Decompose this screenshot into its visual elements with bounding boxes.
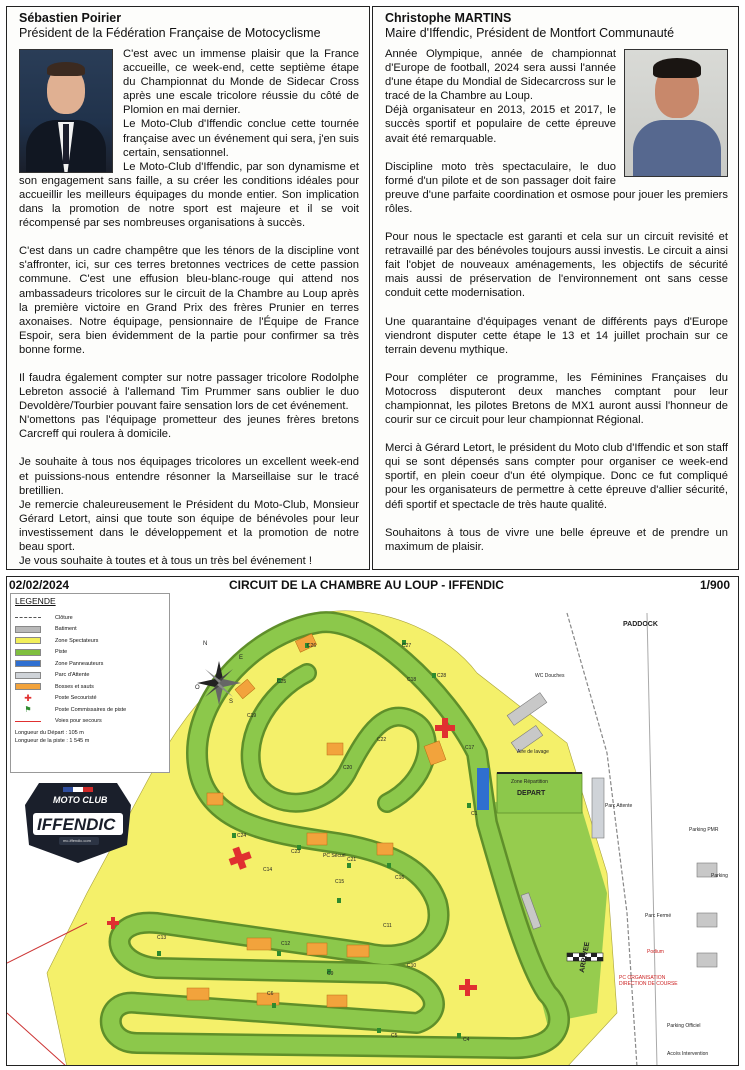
circuit-map bbox=[6, 576, 739, 1066]
post-label: C23 bbox=[291, 849, 301, 855]
legend-label: Poste Secouristé bbox=[55, 695, 97, 702]
map-scale: 1/900 bbox=[699, 578, 730, 592]
article-paragraph: Discipline moto très spectaculaire, le duo formé d'un pilote et de son passager doit faire preuve d'une parfaite coordination et osmose pour jouer les premiers rôles. bbox=[385, 160, 728, 215]
post-label: C21 bbox=[347, 857, 357, 863]
legend-label: Piste bbox=[55, 649, 68, 656]
zone-repartition-label: Zone Répartition bbox=[511, 779, 548, 785]
arrivee-label: ARRIVEE bbox=[579, 941, 592, 974]
article-paragraph: Déjà organisateur en 2013, 2015 et 2017, le succès sportif et populaire de cette épreuve avait été remarquable. bbox=[385, 104, 616, 145]
parc-attente-label: Parc Attente bbox=[605, 803, 633, 809]
article-paragraph: Pour compléter ce programme, les Féminines Françaises du Motocross disputeront deux manches comptant pour leur championnat, les pilotes Bretons de MX1 auront aussi l'honneur de courir sur ce circuit pour leur championnat Régional. bbox=[385, 371, 728, 427]
article-paragraph: Le Moto-Club d'Iffendic conclue cette tournée française avec un événement qui sera, j'en suis certain, sensationnel. bbox=[123, 118, 359, 159]
article-paragraph: N'omettons pas l'équipage prometteur des jeunes frères bretons Carcreff qui roulera à domicile. bbox=[19, 414, 359, 441]
post-label: C10 bbox=[407, 963, 417, 969]
legend-row bbox=[15, 670, 165, 682]
article-paragraph: Pour nous le spectacle est garanti et cela sur un circuit revisité et retravaillé par des bénévoles toujours aussi investis. Le circuit a ainsi fait l'objet de nouveaux aménagements, les objectifs de sécurité mais aussi de préservation de l'environnement ont sans cesse conduit cette modernisation. bbox=[385, 231, 728, 300]
post-label: C11 bbox=[383, 923, 392, 929]
legend-row bbox=[15, 612, 165, 624]
map-legend bbox=[10, 593, 170, 773]
pc-securite-label: PC Sécuri bbox=[323, 853, 346, 859]
article-paragraph: Il faudra également compter sur notre passager tricolore Rodolphe Lebreton associé à l'allemand Tim Prummer sans oublier le duo Devoldère/Tourbier pouvant faire sensation lors de cet événement. bbox=[19, 371, 359, 413]
compass-w-label: O bbox=[195, 685, 200, 691]
post-label: C18 bbox=[407, 677, 417, 683]
right-author-name: Christophe MARTINS bbox=[385, 11, 512, 25]
post-label: C12 bbox=[281, 941, 291, 947]
portrait-christophe-martins bbox=[624, 49, 728, 177]
post-label: C27 bbox=[402, 643, 412, 649]
map-title: CIRCUIT DE LA CHAMBRE AU LOUP - IFFENDIC bbox=[229, 578, 504, 592]
legend-label: Clôture bbox=[55, 614, 73, 621]
post-label: C6 bbox=[267, 991, 274, 997]
legend-label: Bosses et sauts bbox=[55, 683, 94, 690]
legend-swatch bbox=[15, 721, 41, 722]
article-paragraph: Merci à Gérard Letort, le président du Moto club d'Iffendic et son staff qui se sont dépensés sans compter pour organiser ce week-end sportif, en plein coeur d'un été olympique. Donc ce fut compliqué pour les organisateurs de permettre à cette épreuve d'allier sécurité, défi sportif et spectacle de très haute qualité. bbox=[385, 442, 728, 511]
legend-row bbox=[15, 624, 165, 636]
parking-label: Parking bbox=[711, 873, 728, 879]
legend-label: Poste Commissaires de piste bbox=[55, 706, 127, 713]
left-author-role: Président de la Fédération Française de Motocyclisme bbox=[19, 26, 321, 40]
post-label: C5 bbox=[391, 1033, 398, 1039]
article-paragraph: Je vous souhaite à toutes et à tous un très bel événement ! bbox=[19, 555, 312, 568]
podium-label: Podium bbox=[647, 949, 664, 955]
legend-swatch bbox=[15, 683, 41, 690]
post-label: C25 bbox=[277, 679, 287, 685]
logo-sub-text: mc-iffendic.com bbox=[63, 838, 91, 843]
right-author-role: Maire d'Iffendic, Président de Montfort Communauté bbox=[385, 26, 675, 40]
legend-row bbox=[15, 647, 165, 659]
logo-top-text: MOTO CLUB bbox=[53, 795, 108, 805]
wc-douches-label: WC Douches bbox=[535, 673, 565, 679]
parking-pmr-label: Parking PMR bbox=[689, 827, 719, 833]
map-date: 02/02/2024 bbox=[9, 578, 70, 592]
article-paragraph: C'est dans un cadre champêtre que les ténors de la discipline vont s'affronter, ici, sur ces terres bretonnes vectrices de cette passion commune. C'est une effusion bleu-blanc-rouge qui attend nos ambassadeurs tricolores sur le circuit de la Chambre au Loup après la première victoire en Grand Prix des frères Prunier en terres axonaises. Notre équipage, pensionnaire de l'Équipe de France Espoir, sera bien évidemment de la partie pour confirmer sa très bonne forme. bbox=[19, 245, 359, 356]
legend-title: LEGENDE bbox=[15, 596, 56, 606]
legend-row bbox=[15, 716, 165, 728]
left-article bbox=[6, 6, 370, 570]
article-paragraph: Je remercie chaleureusement le Président du Moto-Club, Monsieur Gérard Letort, ainsi que toute son équipe de bénévoles pour leur investissement dans le développement et la promotion de notre beau sport. bbox=[19, 498, 359, 553]
legend-swatch bbox=[15, 649, 41, 656]
post-label: C13 bbox=[157, 935, 167, 941]
paddock-label: PADDOCK bbox=[623, 621, 658, 628]
signaller-zone bbox=[477, 768, 489, 810]
legend-label: Zone Spectateurs bbox=[55, 637, 99, 644]
legend-start-length: Longueur du Départ : 105 m bbox=[15, 730, 84, 736]
post-label: C17 bbox=[465, 745, 475, 751]
legend-row bbox=[15, 704, 165, 716]
parc-ferme-label: Parc Fermé bbox=[645, 913, 672, 919]
legend-swatch bbox=[15, 672, 41, 679]
post-label: C22 bbox=[377, 737, 387, 743]
portrait-sebastien-poirier bbox=[19, 49, 113, 173]
logo-main-text: IFFENDIC bbox=[37, 815, 116, 834]
legend-row bbox=[15, 658, 165, 670]
compass-s-label: S bbox=[229, 699, 234, 705]
article-paragraph: Le Moto-Club d'Iffendic, par son dynamisme et son engagement sans faille, a su créer les conditions idéales pour accueillir les meilleurs équipages du monde entier. Son implication dans la promotion de notre sport est majeure et il se voit récompensé par ses nombreuses organisations à succès. bbox=[19, 160, 359, 230]
legend-label: Batiment bbox=[55, 626, 77, 633]
legend-row bbox=[15, 693, 165, 705]
post-label: C20 bbox=[343, 765, 353, 771]
depart-label: DEPART bbox=[517, 790, 546, 797]
post-label: C16 bbox=[395, 875, 405, 881]
compass-n-label: N bbox=[203, 641, 208, 647]
post-label: C1 bbox=[471, 811, 478, 817]
article-paragraph: Je souhaite à tous nos équipages tricolores un excellent week-end et puissions-nous entendre résonner la Marseillaise sur le tracé bretillien. bbox=[19, 456, 359, 497]
map-header bbox=[7, 577, 738, 593]
article-paragraph: Une quarantaine d'équipages venant de différents pays d'Europe viendront disputer cette étape le 13 et 14 juillet prochain sur ce terrain devenu mythique. bbox=[385, 315, 728, 356]
legend-swatch bbox=[15, 660, 41, 667]
article-paragraph: C'est avec un immense plaisir que la France accueille, ce week-end, cette septième étape du Championnat du Monde de Sidecar Cross après une escale tricolore réussie du côté de Plomion en mai dernier. bbox=[123, 48, 359, 117]
right-article bbox=[372, 6, 739, 570]
legend-row bbox=[15, 635, 165, 647]
post-label: C28 bbox=[437, 673, 447, 679]
flag-icon: ⚑ bbox=[24, 705, 32, 715]
left-author-name: Sébastien Poirier bbox=[19, 11, 122, 25]
parking-officiel-label: Parking Officiel bbox=[667, 1023, 701, 1029]
moto-club-iffendic-logo bbox=[19, 775, 137, 867]
first-aid-icon: ✚ bbox=[24, 692, 32, 703]
post-label: C14 bbox=[263, 867, 273, 873]
legend-swatch bbox=[15, 637, 41, 644]
post-label: C15 bbox=[335, 879, 345, 885]
article-paragraph: Année Olympique, année de championnat d'Europe de football, 2024 sera aussi l'année d'une étape du Mondial de Sidecarcross sur le tracé de la Chambre au Loup. bbox=[385, 48, 616, 103]
legend-track-length: Longueur de la piste : 1 545 m bbox=[15, 738, 90, 744]
legend-label: Zone Panneauteurs bbox=[55, 660, 104, 667]
post-label: C9 bbox=[327, 971, 334, 977]
aire-lavage-label: Aire de lavage bbox=[517, 749, 549, 755]
legend-swatch bbox=[15, 626, 41, 633]
post-label: C26 bbox=[307, 643, 317, 649]
legend-label: Voies pour secours bbox=[55, 718, 102, 725]
legend-swatch bbox=[15, 617, 41, 618]
article-paragraph: Souhaitons à tous de vivre une belle épreuve et de prendre un maximum de plaisir. bbox=[385, 526, 728, 553]
legend-row bbox=[15, 681, 165, 693]
compass-e-label: E bbox=[239, 655, 244, 661]
pc-organisation-label: PC ORGANISATION DIRECTION DE COURSE bbox=[619, 975, 678, 987]
post-label: C24 bbox=[237, 833, 247, 839]
legend-label: Parc d'Attente bbox=[55, 672, 90, 679]
post-label: C19 bbox=[247, 713, 257, 719]
acces-intervention-label: Accès Intervention bbox=[667, 1051, 709, 1057]
post-label: C4 bbox=[463, 1037, 470, 1043]
